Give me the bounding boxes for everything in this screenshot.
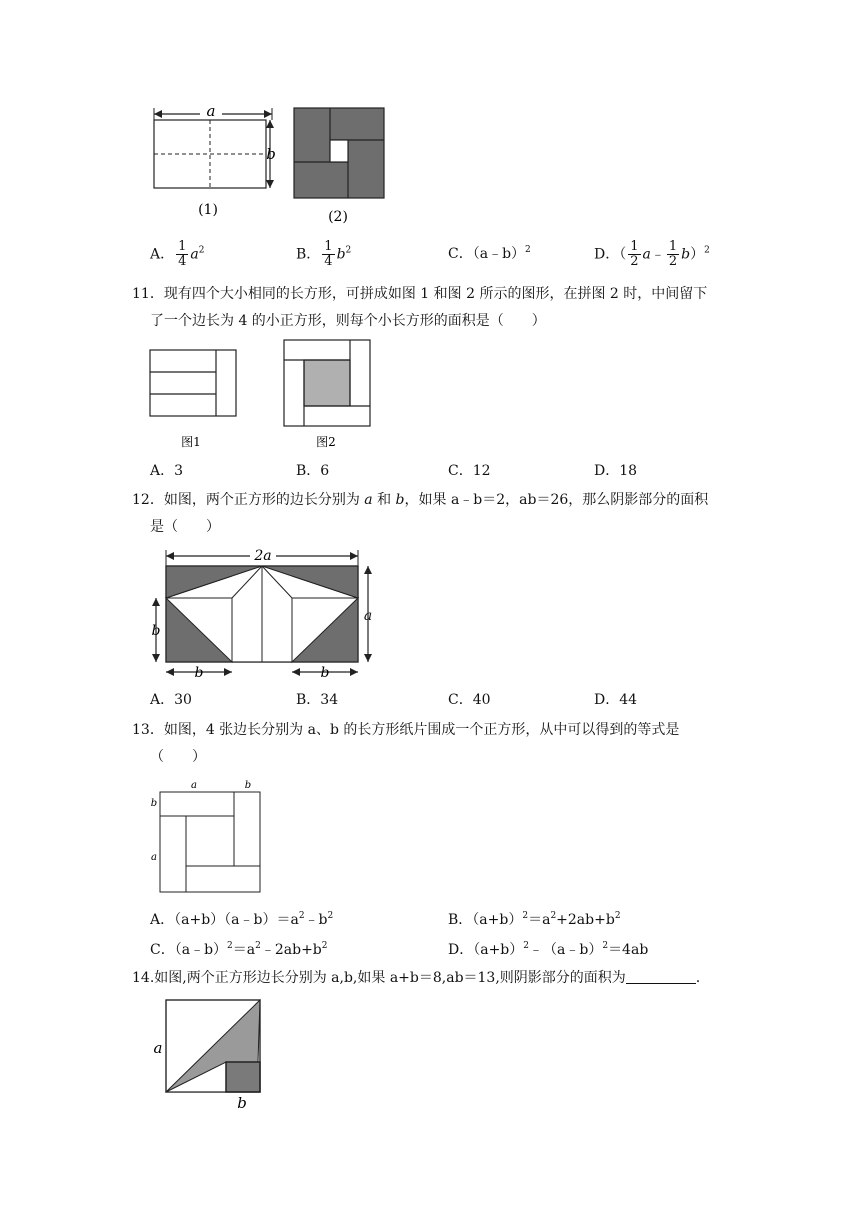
q13-stem-line1: 13．如图，4 张边长分别为 a、b 的长方形纸片围成一个正方形，从中可以得到的等式是	[132, 722, 680, 738]
q10-fig2-label: (2)	[328, 209, 348, 225]
q11-option-c[interactable]: C．12	[448, 463, 491, 479]
q12-figure	[146, 546, 382, 686]
q13-option-b[interactable]: B．$(a+b)^2=a^2+2ab+b^2$	[448, 911, 621, 928]
q12-stem-line1: 12．如图，两个正方形的边长分别为 a 和 b，如果 a﹣b＝2，ab＝26，那么阴影部分的面积	[132, 492, 709, 508]
q12-dim-b: b	[151, 623, 161, 639]
q10-option-a[interactable]: A． $\frac{1}{4}$ $a^2$	[150, 239, 205, 269]
q14-stem: 14.如图,两个正方形边长分别为 a,b,如果 a+b＝8,ab＝13,则阴影部分的面积为 .	[132, 970, 701, 986]
q13-label-b-left: b	[150, 798, 158, 809]
q12-option-a[interactable]: A．30	[150, 692, 192, 708]
q10-fig1-dim-a: a	[206, 102, 216, 120]
q10-fig1-dim-b: b	[266, 145, 276, 163]
q13-label-b-top: b	[244, 780, 252, 791]
q13-label-a-left: a	[151, 852, 157, 863]
q11-stem-line1: 11．现有四个大小相同的长方形，可拼成如图 1 和图 2 所示的图形，在拼图 2 时，中间留下	[132, 286, 708, 302]
q14-answer-blank[interactable]	[626, 969, 696, 984]
q11-fig1-label: 图1	[181, 435, 201, 449]
q12-option-c[interactable]: C．40	[448, 692, 491, 708]
q11-figure-2	[280, 336, 380, 452]
q10-fig1-label: (1)	[198, 202, 218, 218]
q10-option-c[interactable]: C．（a﹣b）$^2$	[448, 245, 531, 262]
q13-stem-line2: （ ）	[150, 749, 206, 765]
q11-option-b[interactable]: B．6	[296, 463, 330, 479]
q11-fig2-label: 图2	[316, 435, 336, 449]
q11-stem-line2: 了一个边长为 4 的小正方形，则每个小长方形的面积是（ ）	[150, 313, 546, 329]
q11-option-d[interactable]: D．18	[594, 463, 638, 479]
q12-dim-b1: b	[194, 665, 204, 681]
q10-figure-2	[290, 104, 390, 228]
q14-label-a: a	[153, 1039, 163, 1057]
q11-option-a[interactable]: A．3	[150, 463, 184, 479]
q12-dim-2a: 2a	[254, 548, 272, 564]
q13-option-c[interactable]: C．$(a﹣b)^2=a^2﹣2ab+b^2$	[150, 941, 328, 958]
q14-label-b: b	[237, 1094, 247, 1112]
q12-dim-b2: b	[320, 665, 330, 681]
q12-option-b[interactable]: B．34	[296, 692, 339, 708]
q12-dim-a: a	[363, 608, 373, 624]
q13-figure	[146, 776, 276, 900]
q10-option-d[interactable]: D．（ $\frac{1}{2}$ a﹣ $\frac{1}{2}$ b）$^2$	[594, 239, 710, 269]
q14-figure	[146, 996, 276, 1114]
q13-option-a[interactable]: A．$(a+b)(a﹣b)=a^2﹣b^2$	[150, 911, 334, 928]
q11-figure-1	[146, 346, 246, 452]
q10-figure-1	[140, 100, 290, 230]
q10-option-b[interactable]: B． $\frac{1}{4}$ $b^2$	[296, 239, 352, 269]
q13-option-d[interactable]: D．$(a+b)^2﹣(a﹣b)^2=4ab$	[448, 941, 649, 958]
q13-label-a-top: a	[191, 780, 197, 791]
q12-stem-line2: 是（ ）	[150, 519, 220, 535]
q12-option-d[interactable]: D．44	[594, 692, 638, 708]
